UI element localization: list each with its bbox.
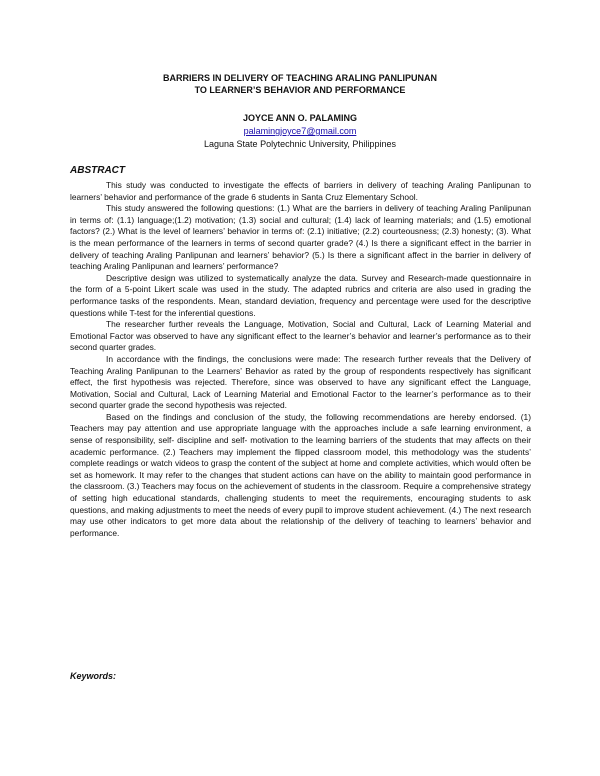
abstract-heading: ABSTRACT xyxy=(70,165,125,176)
abstract-paragraph: This study was conducted to investigate the effects of barriers in delivery of teaching Araling Panlipunan to learners’ behavior and performance of the grade 6 students in Santa Cruz Elementary School. xyxy=(70,180,531,202)
paper-title xyxy=(0,72,600,96)
author-email-link[interactable]: palamingjoyce7@gmail.com xyxy=(243,126,357,136)
abstract-paragraph: The researcher further reveals the Language, Motivation, Social and Cultural, Lack of Learning Material and Emotional Factor was observed to have any significant effect to the learner’s behavior and learner’s performance as to their second quarter grades. xyxy=(70,319,531,353)
author-name: JOYCE ANN O. PALAMING xyxy=(242,113,357,123)
abstract-body xyxy=(70,180,531,539)
title-line-1: BARRIERS IN DELIVERY OF TEACHING ARALING PANLIPUNAN xyxy=(162,73,437,83)
author-affiliation: Laguna State Polytechnic University, Philippines xyxy=(204,139,396,149)
keywords-label: Keywords: xyxy=(70,671,117,681)
title-line-2: TO LEARNER’S BEHAVIOR AND PERFORMANCE xyxy=(194,85,406,95)
abstract-paragraph: In accordance with the findings, the conclusions were made: The research further reveals that the Delivery of Teaching Araling Panlipunan to the Learners’ Behavior as rated by the group of respondents respectively has significant effect, the first hypothesis was rejected. Therefore, since was observed to have any significant effect the Language, Motivation, Social and Cultural, Lack of Learning Material and Emotional Factor to the learner’s performance as to their second quarter grade the second hypothesis was rejected. xyxy=(70,353,531,411)
abstract-paragraph: Based on the findings and conclusion of the study, the following recommendations are hereby endorsed. (1) Teachers may pay attention and use appropriate language with the approaches include a safe learning environment, a sense of responsibility, self- discipline and self- motivation to the learning barriers of the students that may affects on their academic performance. (2.) Teachers may implement the flipped classroom model, this methodology was the students’ complete readings or watch videos to grasp the content of the subject at home and complete activities, which would often be set as homework. It may refer to the changes that student actions can have on the ability to maintain good performance in the classroom. (3.) Teachers may focus on the achievement of students in the classroom. Require a comprehensive strategy of setting high educational standards, challenging students to meet the requirements, encouraging students to ask questions, and making adjustments to meet the needs of every pupil to improve student achievement. (4.) The next research may use other indicators to get more data about the relationship of the delivery of teaching to learners’ behavior and performance. xyxy=(70,411,531,538)
abstract-paragraph: This study answered the following questions: (1.) What are the barriers in delivery of teaching Araling Panlipunan in terms of: (1.1) language;(1.2) motivation; (1.3) social and cultural; (1.4) lack of learning materials; and (1.5) emotional factors? (2.) What is the level of learners’ behavior in terms of: (2.1) initiative; (2.2) courteousness; (2.3) honesty; (3). What is the mean performance of the learners in terms of second quarter grade? (4.) Is there a significant effect in the barrier in delivery of teaching Araling Panlipunan and learners’ behavior? (5.) Is there a significant affect in the barrier in delivery of teaching Araling Panlipunan and learners’ performance? xyxy=(70,203,531,272)
abstract-paragraph: Descriptive design was utilized to systematically analyze the data. Survey and Research-made questionnaire in the form of a 5-point Likert scale was used in the study. The adapted rubrics and criteria are also used in grading the performance tasks of the respondents. Mean, standard deviation, frequency and percentage were used for the descriptive questions while T-test for the inferential questions. xyxy=(70,272,531,318)
